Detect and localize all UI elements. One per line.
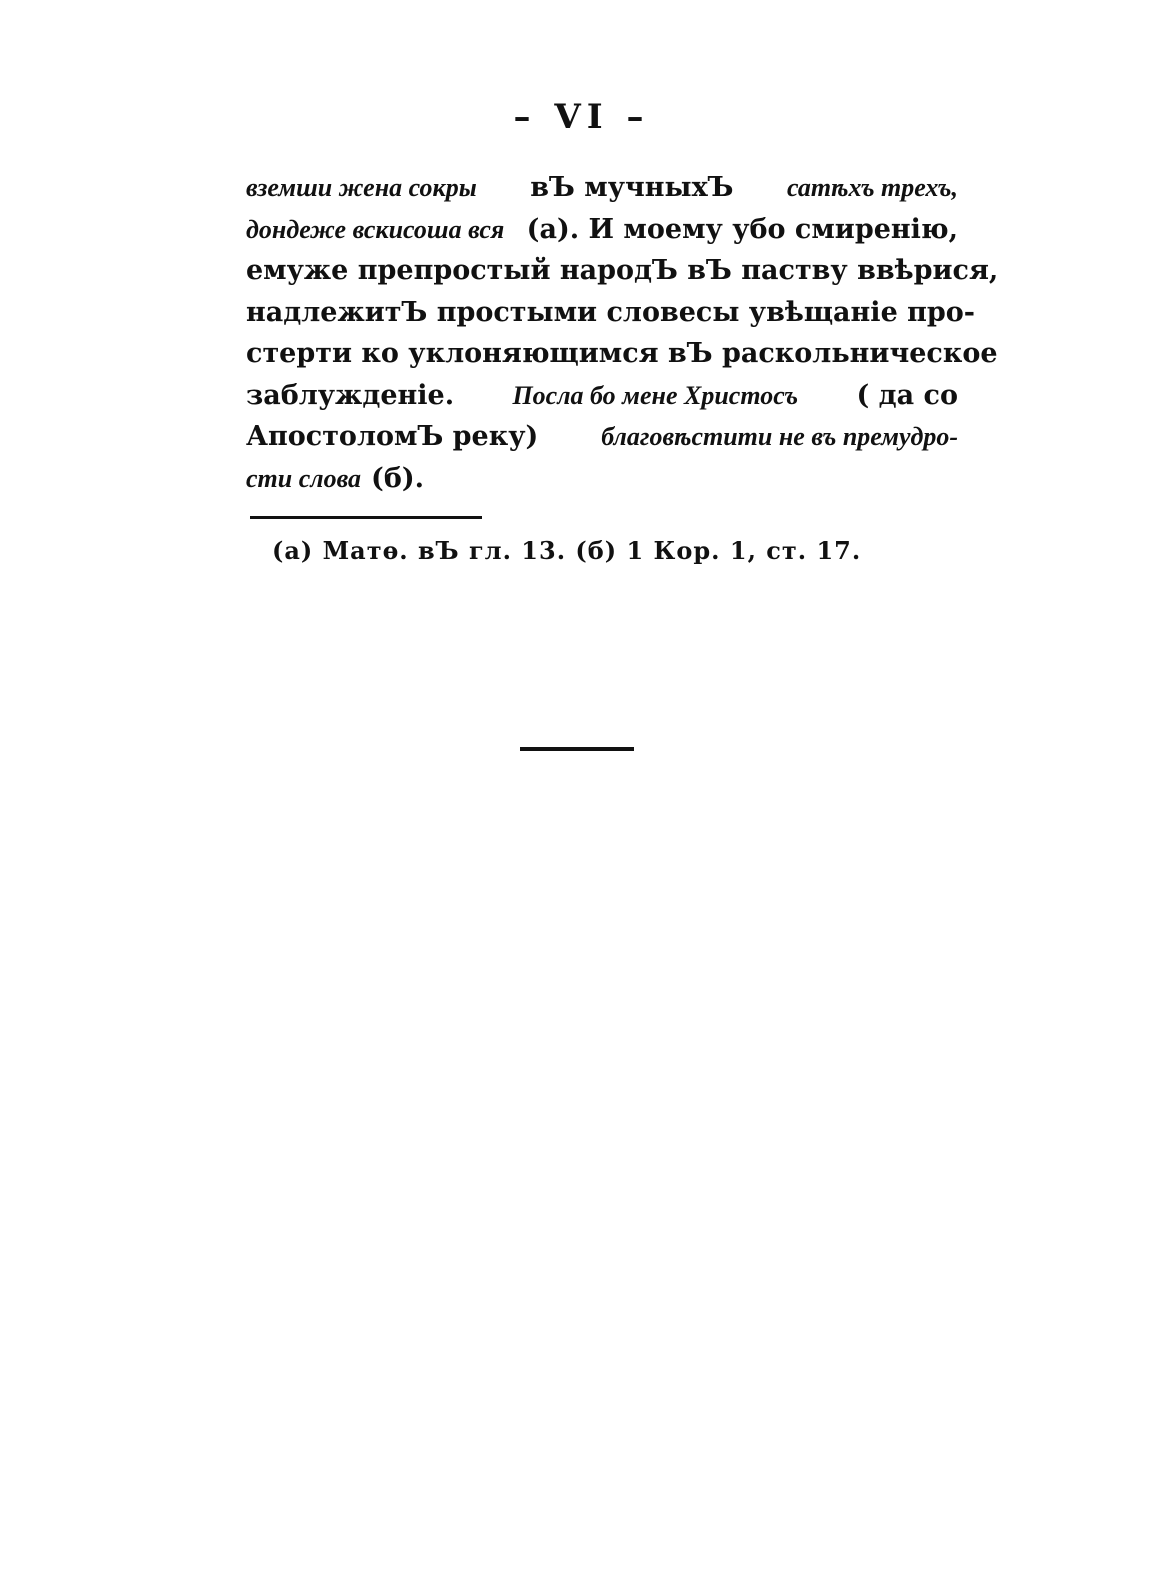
text-segment: сти слова	[246, 463, 362, 493]
text-segment: АпостоломЪ реку)	[246, 421, 539, 452]
text-segment: сатѣхъ трехъ,	[787, 173, 958, 202]
text-segment: ( да со	[856, 379, 958, 411]
body-text	[246, 172, 999, 504]
footnote: (а) Матѳ. вЪ гл. 13. (б) 1 Кор. 1, ст. 17.	[272, 536, 862, 565]
text-segment: вЪ мучныхЪ	[530, 172, 734, 203]
text-segment: (а). И моему убо смиренію,	[526, 213, 958, 245]
text-line-1	[246, 172, 958, 214]
page-number: – VI –	[513, 97, 650, 137]
text-line-8	[246, 463, 958, 505]
text-segment: надлежитЪ простыми словесы увѣщаніе про-	[246, 296, 975, 328]
text-segment: вземши жена сокры	[246, 173, 477, 202]
text-segment: заблужденіе.	[246, 379, 455, 411]
text-segment: Посла бо мене Христосъ	[512, 380, 799, 410]
text-line-2	[246, 214, 958, 256]
text-line-3	[246, 255, 999, 297]
text-segment: стерти ко уклоняющимся вЪ раскольническое	[246, 338, 998, 369]
footnote-separator-rule	[250, 516, 482, 519]
text-line-6	[246, 380, 958, 422]
text-line-4	[246, 296, 975, 339]
text-segment: емуже препростый народЪ вЪ паству ввѣрися,	[246, 255, 999, 286]
text-segment: благовѣстити не въ премудро-	[601, 422, 958, 451]
text-line-5	[246, 338, 998, 380]
text-line-7	[246, 421, 958, 463]
text-segment: (б).	[371, 462, 425, 494]
text-segment: дондеже вскисоша вся	[246, 214, 505, 244]
end-ornament-rule	[520, 747, 634, 751]
